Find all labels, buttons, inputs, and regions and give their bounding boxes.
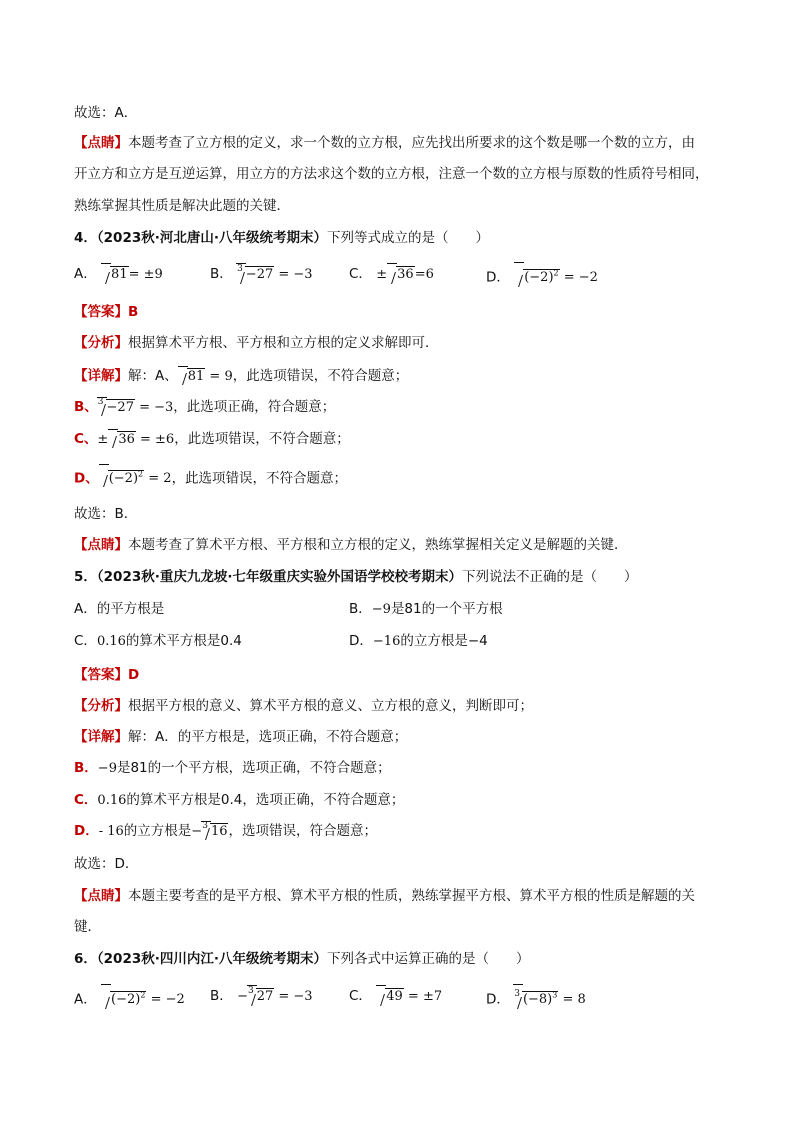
option-label: C． [349, 266, 372, 282]
detail-expr: ± 36 = ±6 [97, 432, 174, 447]
option-expr: ± 36=6 [376, 267, 434, 282]
note-text: 键． [74, 919, 101, 935]
detail-text: 的算术平方根是0.4，选项正确，不符合题意； [126, 792, 405, 808]
q5-detail-d [74, 821, 720, 843]
detail-lead: 解：A、 [128, 368, 178, 384]
detail-lead: C． [74, 792, 98, 808]
q5-analysis [74, 696, 720, 716]
q6-option-b [210, 985, 313, 1009]
question-source: （2023秋·四川内江·八年级统考期末） [96, 951, 327, 967]
note-text: 开立方和立方是互逆运算，用立方的方法求这个数的立方根，注意一个数的立方根与原数的性质符号相同， [74, 166, 709, 182]
choice-text: 故选：D． [74, 856, 139, 872]
detail-tail: ，此选项错误，不符合题意； [174, 431, 350, 447]
option-label: A． [74, 601, 97, 617]
q4-detail-c [74, 429, 720, 450]
note-text: 本题考查了立方根的定义，求一个数的立方根，应先找出所要求的这个数是哪一个数的立方，由 [128, 135, 695, 151]
option-expr: $^3$ −27 = −3 [237, 267, 313, 282]
detail-expr: 81 = 9 [178, 369, 233, 384]
option-label: A． [74, 266, 97, 282]
question-source: （2023秋·重庆九龙坡·七年级重庆实验外国语学校校考期末） [96, 569, 462, 585]
q4-choice [74, 504, 720, 524]
option-label: C． [349, 988, 372, 1004]
choice-text: 故选：A． [74, 105, 138, 121]
answer-value: B [128, 304, 139, 320]
option-label: D． [349, 633, 373, 649]
detail-lead: C、 [74, 431, 98, 447]
q5-detail-c [74, 790, 720, 811]
note-text: 本题主要考查的是平方根、算术平方根的性质，熟练掌握平方根、算术平方根的性质是解题的关 [128, 888, 695, 904]
question-stem: 下列等式成立的是（ ） [327, 230, 489, 246]
q4-option-a [74, 263, 163, 286]
option-text: 的平方根是 [96, 601, 165, 617]
note-text: 熟练掌握其性质是解决此题的关键． [74, 198, 290, 214]
q5-note-line-1 [74, 886, 720, 906]
q4-detail-b [74, 397, 720, 419]
detail-expr: −9 [97, 761, 117, 776]
option-label: B． [210, 266, 233, 282]
option-label: A． [74, 991, 97, 1008]
q5-choice [74, 854, 720, 874]
note-tag: 【点睛】 [74, 135, 128, 151]
q4-option-c [349, 263, 434, 286]
option-expr: −16 [372, 634, 401, 649]
q6-option-c [349, 985, 442, 1008]
q6-option-a [74, 985, 185, 1011]
note-text: 本题考查了算术平方根、平方根和立方根的定义，熟练掌握相关定义是解题的关键． [128, 537, 628, 553]
note-tag: 【点睛】 [74, 888, 128, 904]
q5-option-b [349, 598, 503, 621]
note-q3-line-2 [74, 164, 720, 184]
q4-answer [74, 302, 720, 322]
q4-analysis [74, 333, 720, 353]
q4-detail-a [74, 366, 720, 387]
note-q3-line-3 [74, 196, 720, 216]
q4-detail-d [74, 465, 720, 489]
detail-lead: D、 [74, 470, 99, 487]
question-6-stem [74, 949, 720, 969]
option-expr: $(-2)^2 = -2$ [514, 270, 598, 285]
detail-expr: - 16 [98, 824, 124, 839]
q4-option-d [486, 263, 598, 289]
detail-lead: D． [74, 823, 99, 839]
option-expr: $(-2)^2 = -2$ [101, 992, 185, 1007]
analysis-tag: 【分析】 [74, 335, 128, 351]
option-text: 的算术平方根是0.4 [125, 633, 242, 649]
detail-expr: −$^3$ 16 [191, 821, 228, 839]
question-source: （2023秋·河北唐山·八年级统考期末） [96, 230, 327, 246]
option-expr: 0.16 [96, 634, 126, 649]
option-label: C． [74, 633, 97, 649]
choice-line-q3 [74, 103, 720, 123]
detail-tail: ，此选项错误，不符合题意； [232, 368, 409, 384]
detail-tail: ，此选项正确，符合题意； [173, 399, 336, 415]
option-expr: −9 [371, 602, 391, 617]
option-expr: $^3$ $(-8)^3 = 8$ [514, 992, 586, 1007]
q4-note [74, 535, 720, 555]
q4-option-b [210, 263, 313, 287]
detail-text: 是81的一个平方根，选项正确，不符合题意； [116, 760, 391, 776]
option-expr: 81= ±9 [101, 267, 163, 282]
detail-tail: ，选项错误，符合题意； [228, 823, 377, 839]
q5-option-d [349, 630, 488, 653]
option-label: D． [486, 991, 510, 1008]
question-number: 6． [74, 951, 97, 967]
option-text: 的立方根是−4 [400, 633, 488, 649]
answer-tag: 【答案】 [74, 304, 128, 320]
detail-text: 的立方根是 [123, 823, 192, 839]
option-label: B． [349, 601, 372, 617]
option-expr: −$^3$ 27 = −3 [237, 989, 313, 1004]
question-stem: 下列说法不正确的是（ ） [462, 569, 638, 585]
detail-lead: B． [74, 760, 98, 776]
choice-text: 故选：B． [74, 506, 138, 522]
option-text: 是81的一个平方根 [390, 601, 503, 617]
option-expr: 49 = ±7 [376, 989, 442, 1004]
note-tag: 【点睛】 [74, 537, 128, 553]
q5-option-a [74, 598, 164, 620]
note-q3-line-1 [74, 133, 720, 153]
answer-value: D [128, 667, 140, 683]
option-label: B． [210, 988, 233, 1004]
q6-option-d [486, 985, 586, 1012]
detail-tag: 【详解】 [74, 368, 128, 384]
question-5-stem [74, 567, 720, 587]
option-label: D． [486, 269, 510, 286]
analysis-tag: 【分析】 [74, 698, 128, 714]
detail-lead: B、 [74, 399, 98, 415]
q5-detail-a [74, 727, 720, 747]
q5-option-c [74, 630, 242, 653]
question-stem: 下列各式中运算正确的是（ ） [327, 951, 530, 967]
detail-expr: $(-2)^2 = 2$ [99, 471, 172, 486]
answer-tag: 【答案】 [74, 667, 128, 683]
q5-answer [74, 665, 720, 685]
detail-tail: ，此选项错误，不符合题意； [171, 470, 348, 487]
question-4-stem [74, 228, 720, 248]
detail-expr: 0.16 [97, 793, 127, 808]
q5-detail-b [74, 758, 720, 779]
detail-tag: 【详解】 [74, 729, 128, 745]
question-number: 4． [74, 230, 97, 246]
detail-text: 解：A．的平方根是，选项正确，不符合题意； [128, 729, 408, 745]
q5-note-line-2 [74, 917, 720, 937]
detail-expr: $^3$ −27 = −3 [97, 397, 174, 415]
analysis-text: 根据平方根的意义、算术平方根的意义、立方根的意义，判断即可； [128, 698, 533, 714]
analysis-text: 根据算术平方根、平方根和立方根的定义求解即可． [128, 335, 439, 351]
question-number: 5． [74, 569, 97, 585]
